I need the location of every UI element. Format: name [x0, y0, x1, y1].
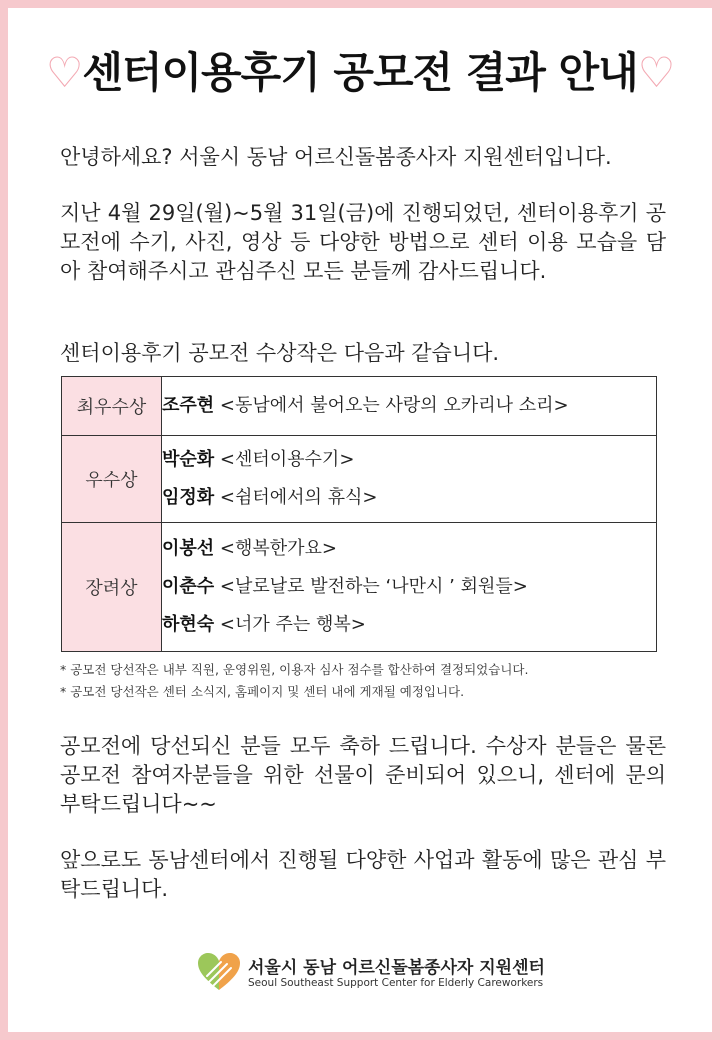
footer-org-name: 서울시 동남 어르신돌봄종사자 지원센터	[248, 958, 545, 978]
winner-entry	[162, 387, 656, 425]
award-row-encouragement	[62, 523, 657, 652]
heart-hands-logo-icon	[196, 952, 242, 992]
results-intro-paragraph: 센터이용후기 공모전 수상작은 다음과 같습니다.	[60, 341, 500, 365]
award-category: 최우수상	[62, 377, 162, 436]
winner-name: 임정화	[162, 487, 215, 508]
award-category: 장려상	[62, 523, 162, 652]
award-winners	[162, 523, 657, 652]
winner-entry	[162, 479, 656, 517]
footnotes	[60, 659, 670, 703]
winner-work: <너가 주는 행복>	[219, 614, 366, 635]
footnote: * 공모전 당선작은 센터 소식지, 홈페이지 및 센터 내에 게재될 예정입니다.	[60, 684, 465, 699]
award-winners	[162, 377, 657, 436]
winner-work: <행복한가요>	[219, 538, 338, 559]
page-title	[0, 40, 720, 100]
award-row-excellence	[62, 436, 657, 523]
winner-entry	[162, 441, 656, 479]
winner-name: 하현숙	[162, 614, 215, 635]
footnote: * 공모전 당선작은 내부 직원, 운영위원, 이용자 심사 점수를 합산하여 결정되었습니다.	[60, 662, 529, 677]
winner-name: 박순화	[162, 449, 215, 470]
winner-name: 이봉선	[162, 538, 215, 559]
greeting-paragraph: 안녕하세요? 서울시 동남 어르신돌봄종사자 지원센터입니다.	[60, 145, 612, 169]
award-category: 우수상	[62, 436, 162, 523]
winner-entry	[162, 530, 656, 568]
page-title-text: 센터이용후기 공모전 결과 안내	[82, 48, 638, 97]
footer-org-name-en: Seoul Southeast Support Center for Elderly Careworkers	[248, 977, 544, 989]
thanks-paragraph: 지난 4월 29일(월)~5월 31일(금)에 진행되었던, 센터이용후기 공모전에 수기, 사진, 영상 등 다양한 방법으로 센터 이용 모습을 담아 참여해주시고 관심주신 모든 분들께 감사드립니다.	[60, 201, 666, 283]
winner-work: <날로날로 발전하는 ‘나만시 ’ 회원들>	[219, 576, 528, 597]
congrats-paragraph: 공모전에 당선되신 분들 모두 축하 드립니다. 수상자 분들은 물론 공모전 참여자분들을 위한 선물이 준비되어 있으니, 센터에 문의 부탁드립니다~~	[60, 734, 666, 816]
award-row-grand	[62, 377, 657, 436]
winner-work: <동남에서 불어오는 사랑의 오카리나 소리>	[219, 395, 569, 416]
winner-name: 이춘수	[162, 576, 215, 597]
heart-right-icon: ♡	[637, 48, 675, 97]
heart-left-icon: ♡	[45, 48, 83, 97]
winner-work: <센터이용수기>	[219, 449, 355, 470]
winner-entry	[162, 606, 656, 644]
award-winners	[162, 436, 657, 523]
winner-name: 조주현	[162, 395, 215, 416]
awards-table	[61, 376, 657, 652]
winner-work: <쉼터에서의 휴식>	[219, 487, 378, 508]
closing-paragraph: 앞으로도 동남센터에서 진행될 다양한 사업과 활동에 많은 관심 부탁드립니다.	[60, 848, 666, 901]
winner-entry	[162, 568, 656, 606]
